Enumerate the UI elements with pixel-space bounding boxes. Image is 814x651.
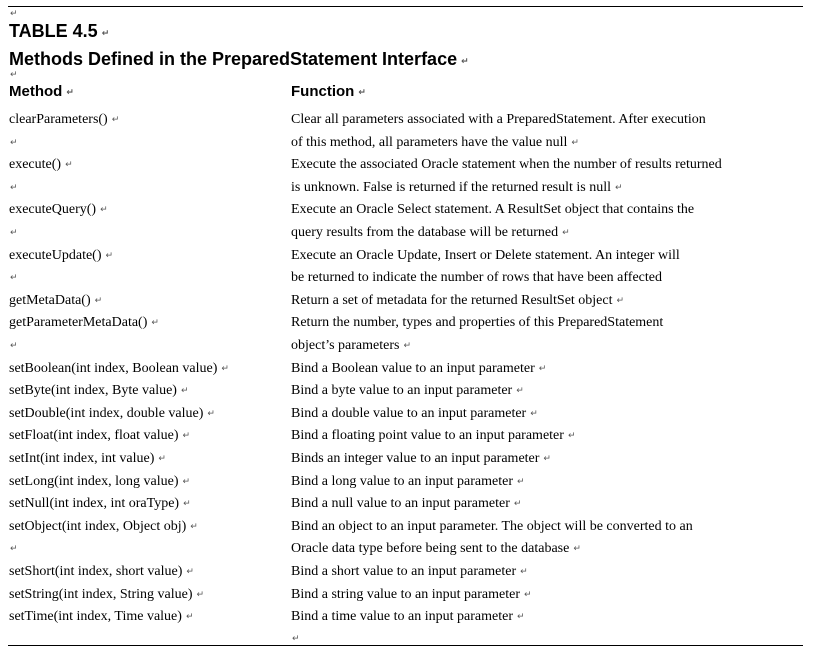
function-description-text: Bind a Boolean value to an input parameter: [291, 360, 535, 376]
function-description-text: Bind a short value to an input parameter: [291, 564, 517, 579]
paragraph-mark-icon: ↵: [571, 137, 579, 148]
paragraph-mark-icon: ↵: [524, 589, 532, 600]
function-description-text: of this method, all parameters have the value null: [291, 134, 568, 150]
function-description: [291, 361, 546, 377]
paragraph-mark-icon: ↵: [543, 454, 551, 464]
function-description: [291, 519, 693, 535]
function-description-text: Bind a string value to an input parameter: [291, 586, 520, 602]
function-description-text: Clear all parameters associated with a PreparedStatement. After execution: [291, 112, 706, 127]
function-description: [291, 609, 525, 625]
method-name: [9, 361, 229, 377]
paragraph-mark-icon: ↵: [403, 341, 411, 351]
method-name: [9, 157, 73, 173]
paragraph-mark-icon: ↵: [221, 363, 229, 374]
method-name-text: setObject(int index, Object obj): [9, 518, 187, 534]
method-name: [9, 474, 190, 490]
function-description-text: is unknown. False is returned if the returned result is null: [291, 179, 611, 195]
method-name-text: execute(): [9, 157, 62, 173]
paragraph-mark-icon: ↵: [94, 295, 103, 306]
method-name-text: setFloat(int index, float value): [9, 428, 179, 444]
function-description-text: Execute an Oracle Update, Insert or Delete statement. An integer will: [291, 247, 680, 263]
paragraph-mark-icon: ↵: [520, 567, 528, 577]
method-name: [9, 609, 193, 625]
function-description: [291, 587, 532, 603]
function-description: [291, 496, 521, 512]
method-name-text: setString(int index, String value): [9, 586, 193, 602]
method-name-text: setDouble(int index, double value): [9, 405, 204, 421]
table-number: [9, 20, 109, 45]
function-description-text: Bind a double value to an input parameter: [291, 405, 527, 421]
paragraph-mark-icon: ↵: [105, 250, 114, 261]
function-description-text: Binds an integer value to an input parameter: [291, 451, 540, 466]
paragraph-mark-icon: ↵: [567, 431, 576, 442]
paragraph-mark-icon: ↵: [10, 70, 18, 80]
paragraph-mark-icon: ↵: [615, 182, 623, 193]
function-description-text: Return a set of metadata for the returned ResultSet object: [291, 292, 613, 308]
bottom-rule: [8, 645, 803, 646]
method-name-text: setBoolean(int index, Boolean value): [9, 360, 218, 376]
method-name: [9, 315, 159, 331]
paragraph-mark-icon: ↵: [10, 228, 18, 238]
paragraph-mark-icon: ↵: [10, 341, 18, 351]
function-description-text: Bind a long value to an input parameter: [291, 473, 513, 489]
paragraph-mark-icon: ↵: [358, 88, 366, 98]
method-name: [9, 248, 113, 264]
table-title: [9, 48, 469, 73]
function-description: [291, 315, 663, 331]
function-description: [291, 248, 680, 264]
function-description-text: Return the number, types and properties of this PreparedStatement: [291, 315, 664, 331]
paragraph-mark-icon: ↵: [516, 612, 525, 623]
function-description-text: Bind a byte value to an input parameter: [291, 383, 513, 399]
function-description: [291, 157, 722, 173]
paragraph-mark-icon: ↵: [292, 633, 300, 644]
paragraph-mark-icon: ↵: [65, 160, 73, 171]
function-description-text: Bind a null value to an input parameter: [291, 496, 510, 512]
paragraph-mark-icon: ↵: [10, 273, 18, 284]
paragraph-mark-icon: ↵: [461, 57, 469, 67]
paragraph-mark-icon: ↵: [66, 88, 74, 98]
paragraph-mark-icon: ↵: [185, 612, 194, 623]
table-title-text: Methods Defined in the PreparedStatement Interface: [9, 49, 458, 69]
method-name: [9, 202, 108, 218]
function-description: [291, 474, 525, 490]
paragraph-mark-icon: ↵: [100, 205, 108, 216]
paragraph-mark-icon: ↵: [517, 476, 525, 487]
method-name: [9, 406, 215, 422]
method-name: [9, 564, 194, 580]
function-description: [291, 406, 538, 422]
method-name-text: getParameterMetaData(): [9, 315, 148, 331]
table-number-text: TABLE 4.5: [9, 21, 98, 41]
function-description: [291, 428, 575, 444]
method-name-text: setShort(int index, short value): [9, 564, 183, 579]
method-name: [9, 383, 189, 399]
function-description: [291, 180, 623, 196]
method-name-text: setNull(int index, int oraType): [9, 496, 180, 512]
function-description: [291, 225, 570, 241]
paragraph-mark-icon: ↵: [158, 454, 166, 464]
function-description-text: Bind an object to an input parameter. The object will be converted to an: [291, 518, 693, 534]
paragraph-mark-icon: ↵: [10, 9, 18, 19]
function-description: [291, 564, 528, 580]
paragraph-mark-icon: ↵: [538, 363, 547, 374]
function-description: [291, 451, 551, 467]
method-name-text: setByte(int index, Byte value): [9, 383, 177, 399]
function-description-text: Bind a time value to an input parameter: [291, 609, 513, 625]
function-description: [291, 135, 579, 151]
function-description: [291, 338, 411, 354]
method-name-text: setLong(int index, long value): [9, 473, 179, 489]
function-description: [291, 383, 524, 399]
function-description: [291, 202, 694, 218]
function-description: [291, 112, 706, 128]
paragraph-mark-icon: ↵: [190, 521, 198, 532]
paragraph-mark-icon: ↵: [101, 29, 110, 39]
function-description-text: be returned to indicate the number of rows that have been affected: [291, 270, 662, 286]
function-description-text: Execute the associated Oracle statement when the number of results returned: [291, 157, 722, 173]
column-header-function-text: Function: [291, 83, 355, 100]
paragraph-mark-icon: ↵: [562, 228, 570, 238]
function-description: [291, 541, 581, 557]
function-description-text: Bind a floating point value to an input parameter: [291, 428, 564, 444]
method-name: [9, 451, 166, 467]
paragraph-mark-icon: ↵: [10, 182, 18, 193]
paragraph-mark-icon: ↵: [616, 295, 625, 306]
top-rule: [8, 6, 803, 7]
paragraph-mark-icon: ↵: [182, 476, 191, 487]
method-name: [9, 587, 204, 603]
column-header-method: [9, 83, 74, 102]
paragraph-mark-icon: ↵: [530, 408, 538, 419]
paragraph-mark-icon: ↵: [111, 115, 120, 125]
paragraph-mark-icon: ↵: [10, 137, 18, 148]
method-name-text: setTime(int index, Time value): [9, 609, 182, 625]
function-description-text: Execute an Oracle Select statement. A ResultSet object that contains the: [291, 202, 695, 218]
method-name-text: clearParameters(): [9, 112, 108, 127]
paragraph-mark-icon: ↵: [10, 544, 18, 555]
method-name-text: getMetaData(): [9, 292, 91, 308]
paragraph-mark-icon: ↵: [151, 318, 159, 329]
column-header-function: [291, 83, 366, 102]
paragraph-mark-icon: ↵: [573, 544, 581, 555]
column-header-method-text: Method: [9, 83, 63, 100]
method-name: [9, 428, 190, 444]
function-description: [291, 293, 624, 309]
paragraph-mark-icon: ↵: [186, 567, 194, 577]
function-description: [291, 270, 662, 286]
paragraph-mark-icon: ↵: [180, 386, 189, 397]
method-name-text: executeUpdate(): [9, 247, 102, 263]
method-name-text: executeQuery(): [9, 202, 97, 218]
function-description-text: Oracle data type before being sent to the database: [291, 541, 570, 557]
paragraph-mark-icon: ↵: [513, 499, 522, 510]
method-name-text: setInt(int index, int value): [9, 451, 155, 466]
paragraph-mark-icon: ↵: [207, 408, 215, 419]
method-name: [9, 112, 119, 128]
function-description-text: query results from the database will be returned: [291, 225, 559, 240]
paragraph-mark-icon: ↵: [182, 431, 191, 442]
paragraph-mark-icon: ↵: [516, 386, 524, 397]
paragraph-mark-icon: ↵: [183, 499, 191, 510]
function-description-text: object’s parameters: [291, 338, 400, 353]
paragraph-mark-icon: ↵: [196, 589, 205, 600]
method-name: [9, 519, 198, 535]
method-name: [9, 496, 191, 512]
method-name: [9, 293, 102, 309]
